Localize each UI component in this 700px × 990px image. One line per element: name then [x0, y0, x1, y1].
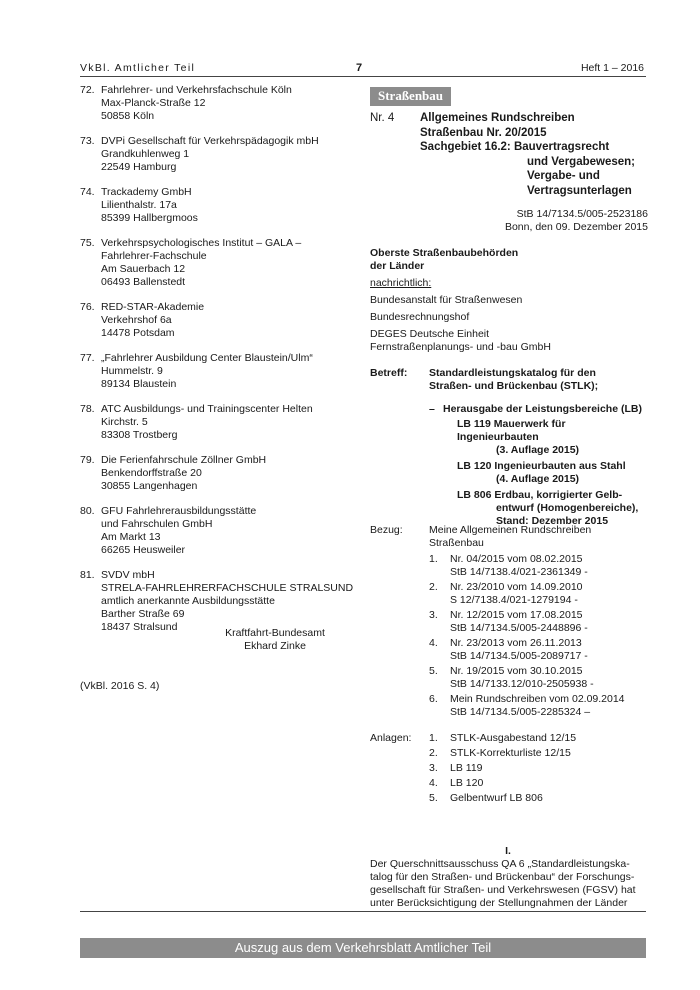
list-item	[80, 352, 360, 391]
recipient-main: der Länder	[370, 260, 425, 272]
entry-line: Verkehrspsychologisches Institut – GALA –	[101, 237, 302, 249]
list-item	[429, 553, 648, 579]
signature-org: Kraftfahrt-Bundesamt	[225, 627, 325, 639]
entry-number: 73.	[80, 135, 95, 147]
bezug-content	[429, 524, 648, 719]
entry-number: 72.	[80, 84, 95, 96]
anlagen-list	[429, 732, 648, 805]
entry-line: Barther Straße 69	[101, 608, 185, 620]
bezug-item-line: StB 14/7134.5/005-2285324 –	[450, 706, 591, 718]
bezug-block	[370, 524, 648, 721]
body-line: talog für den Straßen- und Brückenbau“ der Forschungs-	[370, 871, 635, 883]
body-line: Der Querschnittsausschuss QA 6 „Standardleistungska-	[370, 858, 630, 870]
entry-line: 22549 Hamburg	[101, 161, 177, 173]
entry-line: Verkehrshof 6a	[101, 314, 172, 326]
entry-number: 79.	[80, 454, 95, 466]
entry-line: DVPi Gesellschaft für Verkehrspädagogik mbH	[101, 135, 319, 147]
doc-date: Bonn, den 09. Dezember 2015	[504, 221, 648, 233]
entry-number: 78.	[80, 403, 95, 415]
recipient-cc: Fernstraßenplanungs- und -bau GmbH	[370, 341, 551, 353]
header-rule	[80, 76, 646, 77]
entry-line: Fahrlehrer- und Verkehrsfachschule Köln	[101, 84, 292, 96]
footer-rule	[80, 911, 646, 912]
bezug-item-line: Nr. 12/2015 vom 17.08.2015	[450, 609, 583, 621]
betreff-line: Standardleistungskatalog für den	[429, 367, 596, 379]
recipient-cc-label: nachrichtlich:	[370, 277, 432, 289]
anlage-text: Gelbentwurf LB 806	[450, 792, 543, 804]
entry-number: 75.	[80, 237, 95, 249]
item-number: 1.	[429, 553, 438, 565]
item-number: 2.	[429, 581, 438, 593]
doc-title-line: und Vergabewesen;	[527, 155, 636, 168]
item-number: 3.	[429, 609, 438, 621]
entry-line: Hummelstr. 9	[101, 365, 163, 377]
item-number: 5.	[429, 665, 438, 677]
entry-line: RED-STAR-Akademie	[101, 301, 205, 313]
entry-number: 77.	[80, 352, 95, 364]
entry-line: 50858 Köln	[101, 110, 155, 122]
lb-cont: Stand: Dezember 2015	[496, 515, 609, 527]
body-line: gesellschaft für Straßen- und Verkehrswesen (FGSV) hat	[370, 884, 636, 896]
entry-line: Trackademy GmbH	[101, 186, 192, 198]
entry-line: ATC Ausbildungs- und Trainingscenter Helten	[101, 403, 313, 415]
header-journal: VkBl. Amtlicher Teil	[80, 62, 196, 74]
address-list	[80, 84, 360, 646]
doc-title-line: Vertragsunterlagen	[527, 184, 632, 197]
list-item	[429, 693, 648, 719]
anlage-text: LB 119	[450, 762, 483, 774]
item-number: 2.	[429, 747, 438, 759]
entry-number: 74.	[80, 186, 95, 198]
entry-line: Lilienthalstr. 17a	[101, 199, 177, 211]
entry-line: Fahrlehrer-Fachschule	[101, 250, 207, 262]
recipient-cc: Bundesanstalt für Straßenwesen	[370, 294, 523, 306]
lb-cont: entwurf (Homogenbereiche),	[496, 502, 639, 514]
list-item	[80, 569, 360, 634]
recipient-main: Oberste Straßenbaubehörden	[370, 247, 519, 259]
entry-line: 06493 Ballenstedt	[101, 276, 186, 288]
item-number: 5.	[429, 792, 438, 804]
entry-number: 76.	[80, 301, 95, 313]
list-item	[429, 777, 648, 790]
entry-line: GFU Fahrlehrerausbildungsstätte	[101, 505, 257, 517]
entry-line: 85399 Hallbergmoos	[101, 212, 198, 224]
anlage-text: STLK-Korrekturliste 12/15	[450, 747, 571, 759]
list-item	[429, 609, 648, 635]
bezug-item-line: StB 14/7134.5/005-2089717 -	[450, 650, 588, 662]
entry-line: Benkendorffstraße 20	[101, 467, 202, 479]
doc-title-line: Vergabe- und	[527, 170, 600, 182]
entry-line: Max-Planck-Straße 12	[101, 97, 206, 109]
entry-number: 80.	[80, 505, 95, 517]
bezug-label: Bezug:	[370, 524, 403, 536]
entry-line: STRELA-FAHRLEHRERFACHSCHULE STRALSUND	[101, 582, 354, 594]
document-header	[370, 111, 648, 198]
list-item	[429, 762, 648, 775]
list-item	[429, 747, 648, 760]
footer-banner: Auszug aus dem Verkehrsblatt Amtlicher Teil	[80, 938, 646, 958]
bezug-item-line: Nr. 23/2013 vom 26.11.2013	[450, 637, 582, 649]
bezug-item-line: StB 14/7133.12/010-2505938 -	[450, 678, 594, 690]
betreff-text	[429, 367, 648, 393]
doc-number: Nr. 4	[370, 112, 395, 124]
betreff-block	[370, 367, 648, 528]
lb-item	[457, 489, 648, 528]
entry-line: Kirchstr. 5	[101, 416, 148, 428]
entry-line: Am Markt 13	[101, 531, 161, 543]
entry-line: und Fahrschulen GmbH	[101, 518, 213, 530]
doc-title-line: Straßenbau Nr. 20/2015	[420, 126, 547, 139]
anlagen-block	[370, 732, 648, 807]
recipient-cc: DEGES Deutsche Einheit	[370, 328, 490, 340]
entry-line: 89134 Blaustein	[101, 378, 177, 390]
citation: (VkBl. 2016 S. 4)	[80, 680, 160, 692]
betreff-sub	[429, 403, 648, 528]
list-item	[80, 186, 360, 225]
signature-name: Ekhard Zinke	[244, 640, 306, 652]
betreff-label: Betreff:	[370, 367, 408, 379]
lb-head: LB 120 Ingenieurbauten aus Stahl	[457, 460, 626, 472]
lb-cont: (3. Auflage 2015)	[496, 444, 580, 456]
betreff-line: Straßen- und Brückenbau (STLK);	[429, 380, 599, 392]
betreff-dash: –	[429, 403, 435, 415]
bezug-item-line: Nr. 23/2010 vom 14.09.2010	[450, 581, 583, 593]
entry-line: Die Ferienfahrschule Zöllner GmbH	[101, 454, 267, 466]
entry-line: 66265 Heusweiler	[101, 544, 186, 556]
bezug-item-line: Nr. 04/2015 vom 08.02.2015	[450, 553, 583, 565]
entry-line: Grandkuhlenweg 1	[101, 148, 190, 160]
entry-line: SVDV mbH	[101, 569, 155, 581]
entry-line: 18437 Stralsund	[101, 621, 178, 633]
doc-reference	[370, 208, 648, 234]
list-item	[80, 505, 360, 557]
lb-head: LB 119 Mauerwerk für Ingenieurbauten	[457, 418, 566, 443]
lb-cont: (4. Auflage 2015)	[496, 473, 580, 485]
item-number: 6.	[429, 693, 438, 705]
doc-ref: StB 14/7134.5/005-2523186	[516, 208, 648, 220]
bezug-intro: Meine Allgemeinen Rundschreiben	[429, 524, 592, 536]
signature-block	[210, 627, 340, 653]
list-item	[80, 301, 360, 340]
section-label: Straßenbau	[370, 87, 451, 106]
list-item	[80, 237, 360, 289]
body-paragraph	[370, 858, 646, 910]
item-number: 3.	[429, 762, 438, 774]
list-item	[80, 403, 360, 442]
entry-line: Am Sauerbach 12	[101, 263, 186, 275]
betreff-sub-head: Herausgabe der Leistungsbereiche (LB)	[443, 403, 642, 415]
entry-line: 30855 Langenhagen	[101, 480, 198, 492]
lb-item	[457, 460, 648, 486]
anlagen-label: Anlagen:	[370, 732, 412, 744]
list-item	[429, 637, 648, 663]
lb-head: LB 806 Erdbau, korrigierter Gelb-	[457, 489, 623, 501]
bezug-item-line: Mein Rundschreiben vom 02.09.2014	[450, 693, 625, 705]
entry-line: 14478 Potsdam	[101, 327, 175, 339]
section-roman: I.	[505, 845, 511, 857]
bezug-item-line: StB 14/7134.5/005-2448896 -	[450, 622, 588, 634]
doc-title	[420, 111, 648, 198]
list-item	[429, 732, 648, 745]
list-item	[80, 84, 360, 123]
lb-item	[457, 418, 648, 457]
page-number: 7	[356, 62, 363, 74]
list-item	[80, 135, 360, 174]
entry-number: 81.	[80, 569, 95, 581]
header-issue: Heft 1 – 2016	[580, 62, 644, 74]
anlage-text: STLK-Ausgabestand 12/15	[450, 732, 577, 744]
item-number: 4.	[429, 777, 438, 789]
list-item	[80, 454, 360, 493]
doc-title-line: Sachgebiet 16.2: Bauvertragsrecht	[420, 141, 610, 153]
body-line: unter Berücksichtigung der Stellungnahmen der Länder	[370, 897, 628, 909]
list-item	[429, 665, 648, 691]
bezug-item-line: S 12/7138.4/021-1279194 -	[450, 594, 578, 606]
item-number: 4.	[429, 637, 438, 649]
bezug-intro: Straßenbau	[429, 537, 484, 549]
entry-line: „Fahrlehrer Ausbildung Center Blaustein/Ulm“	[101, 352, 313, 364]
doc-title-line: Allgemeines Rundschreiben	[420, 112, 575, 124]
list-item	[429, 792, 648, 805]
entry-line: amtlich anerkannte Ausbildungsstätte	[101, 595, 275, 607]
entry-line: 83308 Trostberg	[101, 429, 178, 441]
bezug-item-line: StB 14/7138.4/021-2361349 -	[450, 566, 588, 578]
recipients	[370, 247, 648, 354]
item-number: 1.	[429, 732, 438, 744]
recipient-cc: Bundesrechnungshof	[370, 311, 470, 323]
bezug-item-line: Nr. 19/2015 vom 30.10.2015	[450, 665, 583, 677]
list-item	[429, 581, 648, 607]
anlage-text: LB 120	[450, 777, 484, 789]
